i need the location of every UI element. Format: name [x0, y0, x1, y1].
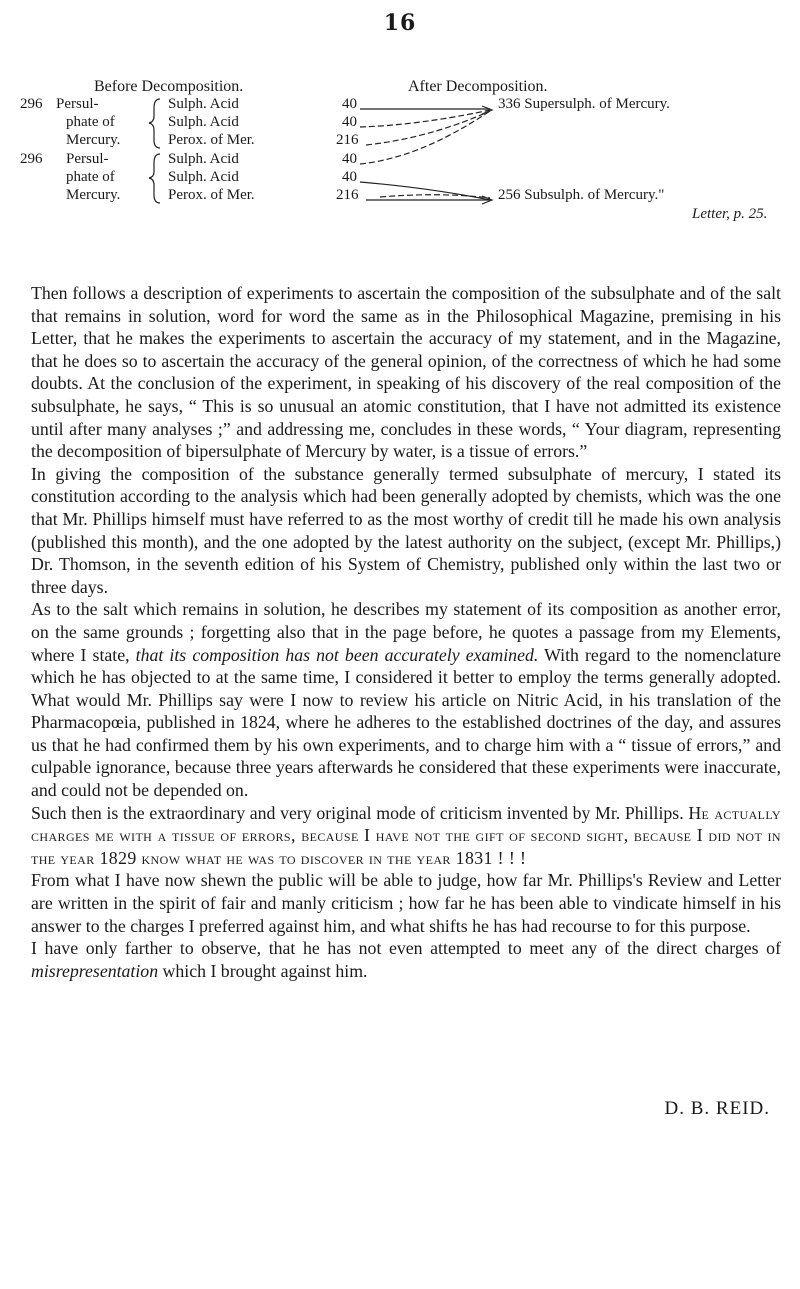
group1-component: Sulph. Acid: [168, 114, 239, 130]
brace-group2: [149, 154, 160, 203]
emphasis-text: misrepresentation: [31, 960, 159, 981]
emphasis-text: that its composition has not been accurately examined.: [135, 644, 539, 665]
after-header: After Decomposition.: [408, 78, 548, 95]
group2-value: 216: [336, 187, 359, 203]
paragraph-text: Such then is the extraordinary and very original mode of criticism invented by Mr. Phillips.: [31, 802, 689, 823]
before-header: Before Decomposition.: [94, 78, 244, 95]
paragraph: In giving the composition of the substance generally termed subsulphate of mercury, I stated its constitution according to the analysis which had been generally adopted by chemists, which was the one that Mr. Phillips himself must have referred to as the most worthy of credit till he made his own analysis (published this month), and the one adopted by the latest authority on the subject, (except Mr. Phillips,) Dr. Thomson, in the seventh edition of his System of Chemistry, published only within the last two or three days.: [31, 463, 781, 597]
paragraph: [31, 802, 781, 870]
group1-number: 296: [20, 96, 43, 112]
group1-value: 216: [336, 132, 359, 148]
paragraph: [31, 598, 781, 801]
group2-component: Sulph. Acid: [168, 151, 239, 167]
group1-value: 40: [342, 96, 357, 112]
brace-group1: [149, 99, 160, 148]
group1-name-line: Mercury.: [66, 132, 121, 148]
paragraph-text: I have only farther to observe, that he has not even attempted to meet any of the direct charges of: [31, 938, 781, 959]
group1-value: 40: [342, 114, 357, 130]
paragraph-text: which I brought against him.: [158, 960, 368, 981]
diagram-citation: Letter, p. 25.: [692, 206, 768, 222]
paragraph: [31, 937, 781, 982]
line-g1-c: [366, 111, 490, 145]
group1-component: Sulph. Acid: [168, 96, 239, 112]
group2-component: Perox. of Mer.: [168, 187, 255, 203]
paragraph: Then follows a description of experiments to ascertain the composition of the subsulphate and of the salt that remains in solution, word for word the same as in the Philosophical Magazine, premising in his Letter, that he makes the experiments to ascertain the accuracy of my statement, and in the Magazine, that he does so to ascertain the accuracy of the general opinion, of the correctness of which he had some doubts. At the conclusion of the experiment, in speaking of his discovery of the real composition of the subsulphate, he says, “ This is so unusual an atomic constitution, that I have not admitted its existence until after many analyses ;” and addressing me, concludes in these words, “ Your diagram, representing the decomposition of bipersulphate of Mercury by water, is a tissue of errors.”: [31, 283, 781, 462]
group1-component: Perox. of Mer.: [168, 132, 255, 148]
group2-value: 40: [342, 169, 357, 185]
diagram-lines: [20, 78, 790, 228]
group1-result: 336 Supersulph. of Mercury.: [498, 96, 670, 112]
line-g2-d: [380, 195, 490, 198]
group2-name-line: phate of: [66, 169, 115, 185]
group2-name-line: Persul-: [66, 151, 109, 167]
group2-value: 40: [342, 151, 357, 167]
paragraph-text: With regard to the nomenclature which he has objected to at the same time, I considered it better to employ the terms generally adopted. What would Mr. Phillips say were I now to review his article on Nitric Acid, in his translation of the Pharmacopœia, published in 1824, where he adheres to the established doctrines of the day, and assures us that he had confirmed them by his own experiments, and to charge him with a “ tissue of errors,” and culpable ignorance, because three years afterwards he considered that these experiments were inaccurate, and could not be depended on.: [31, 644, 781, 801]
paragraph-text: As to the salt which remains in solution, he describes my statement of its composition as another error, on the same grounds ; forgetting also that in the page before, he quotes a passage from my Elements, where I state,: [31, 599, 781, 665]
group2-name-line: Mercury.: [66, 187, 121, 203]
line-g2-b: [360, 182, 490, 200]
page-number: 16: [383, 10, 417, 36]
group2-result: 256 Subsulph. of Mercury.": [498, 187, 665, 203]
signature: D. B. REID.: [664, 1098, 770, 1119]
small-caps-text: He actually charges me with a tissue of errors, because I have not the gift of second sight, because I did not in the year 1829 know what he was to discover in the year 1831 ! ! !: [31, 802, 781, 868]
line-g1-b: [360, 110, 490, 127]
group2-number: 296: [20, 151, 43, 167]
group1-name-line: phate of: [66, 114, 115, 130]
group2-component: Sulph. Acid: [168, 169, 239, 185]
paragraph: From what I have now shewn the public will be able to judge, how far Mr. Phillips's Review and Letter are written in the spirit of fair and manly criticism ; how far he has been able to vindicate himself in his answer to the charges I preferred against him, and what shifts he has had recourse to for this purpose.: [31, 870, 781, 936]
body-text: [31, 282, 781, 982]
decomposition-diagram: [20, 78, 790, 278]
group1-name-line: Persul-: [56, 96, 99, 112]
